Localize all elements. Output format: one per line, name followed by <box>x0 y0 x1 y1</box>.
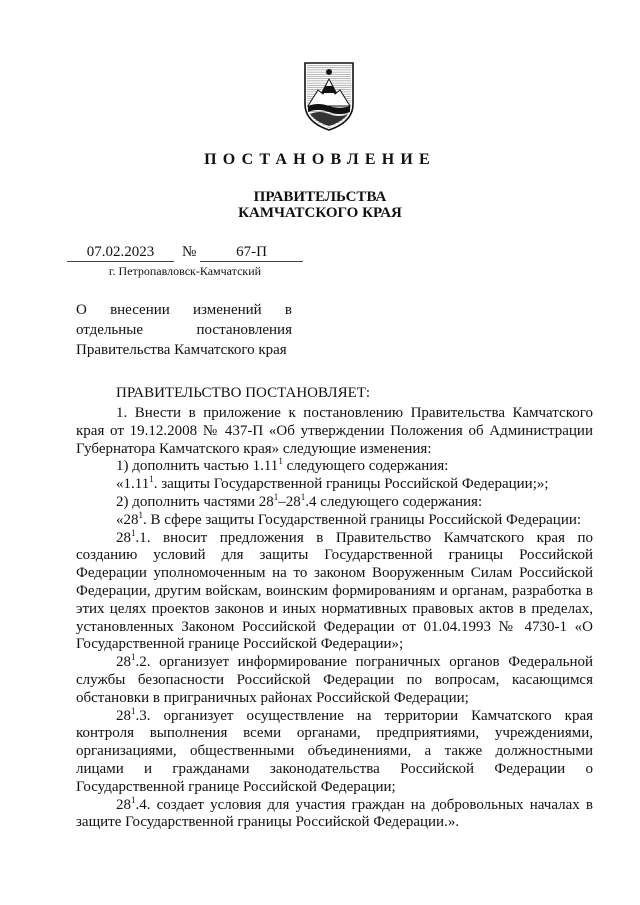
subject-line-3: Правительства Камчатского края <box>76 342 287 358</box>
paragraph-4: 2) дополнить частями $28^1-28^1.4$ следующего содержания: <box>116 491 483 510</box>
document-title: ПОСТАНОВЛЕНИЕ <box>204 151 436 168</box>
decree-heading: ПРАВИТЕЛЬСТВО ПОСТАНОВЛЯЕТ: <box>116 385 371 401</box>
document-date: 07.02.2023 <box>86 244 155 260</box>
coat-of-arms-icon <box>302 60 356 132</box>
issuer-line-1: ПРАВИТЕЛЬСТВА <box>253 189 387 205</box>
document-place: г. Петропавловск-Камчатский <box>108 264 262 278</box>
number-sign: № <box>182 244 197 260</box>
subject-line-2: отдельные постановления <box>76 322 292 338</box>
paragraph-2: 1) дополнить частью 1.11$^1$ следующего содержания: <box>116 456 449 475</box>
number-underline <box>200 261 303 262</box>
document-body <box>76 405 593 832</box>
date-underline <box>67 261 174 262</box>
paragraph-1: 1. Внести в приложение к постановлению Правительства Камчатского края от 19.12.2008 № 437-П «Об утверждении Положения об Администрации Губернатора Камчатского края» следующие изменения: <box>76 405 593 457</box>
subject-line-1: О внесении изменений в <box>76 302 292 318</box>
paragraph-3: «1.11$^1$. защиты Государственной границы Российской Федерации;»; <box>116 474 549 493</box>
document-subject <box>76 300 292 360</box>
paragraph-7: $28^1.2$. организует информирование пограничных органов Федеральной службы безопасности Российской Федерации по вопросам, касающимся обстановки в приграничных районах Российской Федерации; <box>76 652 593 706</box>
paragraph-9: $28^1.4$. создает условия для участия граждан на добровольных началах в защите Государственной границы Российской Федерации.». <box>76 794 593 831</box>
paragraph-6: $28^1.1$. вносит предложения в Правительство Камчатского края по созданию условий для защиты Государственной границы Российской Федерации уполномоченным на то законом Вооруженным Силам Российской Федерации, другим войскам, воинским формированиям и органам, разработка в этих целях проектов законов и иных нормативных правовых актов в пределах, установленных Законом Российской Федерации от 01.04.1993 № 4730-1 «О Государственной границе Российской Федерации»; <box>76 527 593 653</box>
paragraph-8: $28^1.3$. организует осуществление на территории Камчатского края контроля выполнения всеми органами, предприятиями, учреждениями, организациями, общественными объединениями, а также должностными лицами и гражданами законодательства Российской Федерации о Государственной границе Российской Федерации; <box>76 705 593 795</box>
paragraph-5: «$28^1$. В сфере защиты Государственной границы Российской Федерации: <box>116 509 582 528</box>
document-number: 67-П <box>236 244 267 260</box>
issuer-line-2: КАМЧАТСКОГО КРАЯ <box>238 205 402 221</box>
